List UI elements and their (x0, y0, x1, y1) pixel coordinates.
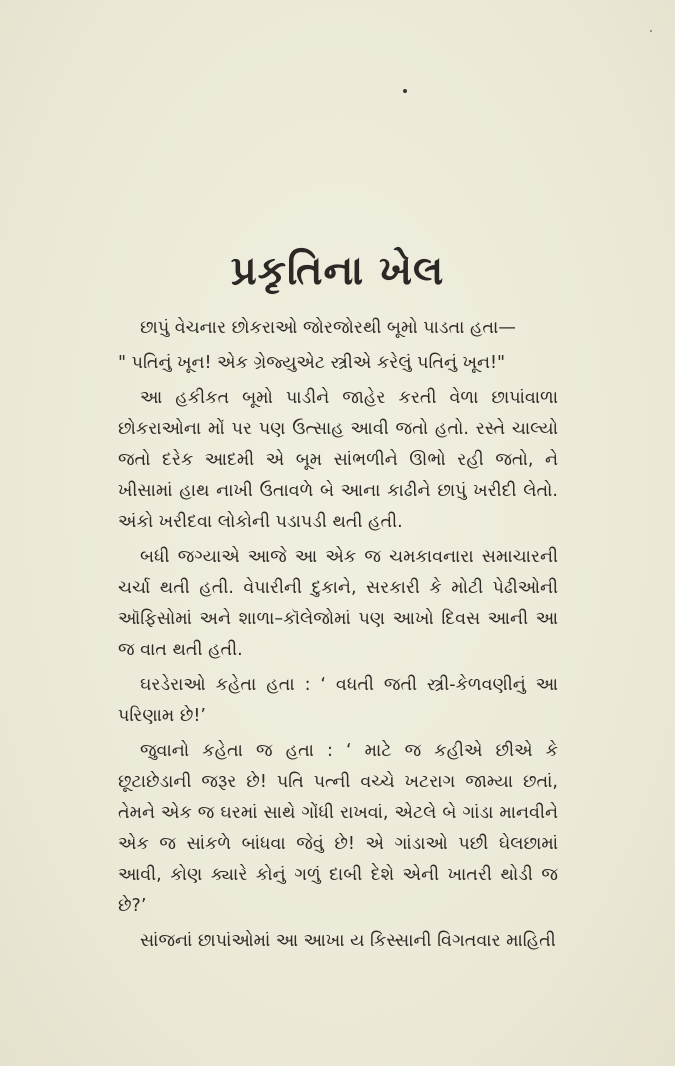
paragraph: બધી જગ્યાએ આજે આ એક જ ચમકાવનારા સમાચારની ચર્ચા થતી હતી. વેપારીની દુકાને, સરકારી કે મોટી પેઢીઓની ઑફિસોમાં અને શાળા–કૉલેજોમાં પણ આખો દિવસ આની આ જ વાત થતી હતી. (118, 547, 558, 660)
chapter-body (118, 313, 558, 961)
paragraph: જુવાનો કહેતા જ હતા : ‘ માટે જ કહીએ છીએ કે છૂટાછેડાની જરૂર છે! પતિ પત્ની વચ્ચે ખટરાગ જામ્યા છતાં, તેમને એક જ ઘરમાં સાથે ગોંધી રાખવાં, એટલે બે ગાંડા માનવીને એક જ સાંકળે બાંધવા જેવું છે! એ ગાંડાઓ પછી ઘેલછામાં આવી, કોણ ક્યારે કોનું ગળું દાબી દેશે એની ખાતરી થોડી જ છે?’ (118, 741, 558, 916)
paragraph: છાપું વેચનાર છોકરાઓ જોરજોરથી બૂમો પાડતા હતા— (140, 318, 516, 338)
paragraph: " પતિનું ખૂન! એક ગ્રેજ્યુએટ સ્ત્રીએ કરેલું પતિનું ખૂન!" (118, 353, 506, 373)
ink-speck (650, 30, 652, 32)
paragraph: ઘરડેરાઓ કહેતા હતા : ‘ વધતી જતી સ્ત્રી-કેળવણીનું આ પરિણામ છે!’ (118, 675, 558, 726)
paragraph: આ હકીકત બૂમો પાડીને જાહેર કરતી વેળા છાપાંવાળા છોકરાઓના મોં પર પણ ઉત્સાહ આવી જતો હતો. રસ્તે ચાલ્યો જતો દરેક આદમી એ બૂમ સાંભળીને ઊભો રહી જતો, ને ખીસામાં હાથ નાખી ઉતાવળે બે આના કાઢીને છાપું ખરીદી લેતો. અંકો ખરીદવા લોકોની પડાપડી થતી હતી. (118, 388, 558, 532)
paragraph: સાંજનાં છાપાંઓમાં આ આખા ય કિસ્સાની વિગતવાર માહિતી (140, 931, 556, 951)
ink-speck (403, 89, 407, 93)
chapter-title: પ્રકૃતિના ખેલ (230, 248, 445, 294)
